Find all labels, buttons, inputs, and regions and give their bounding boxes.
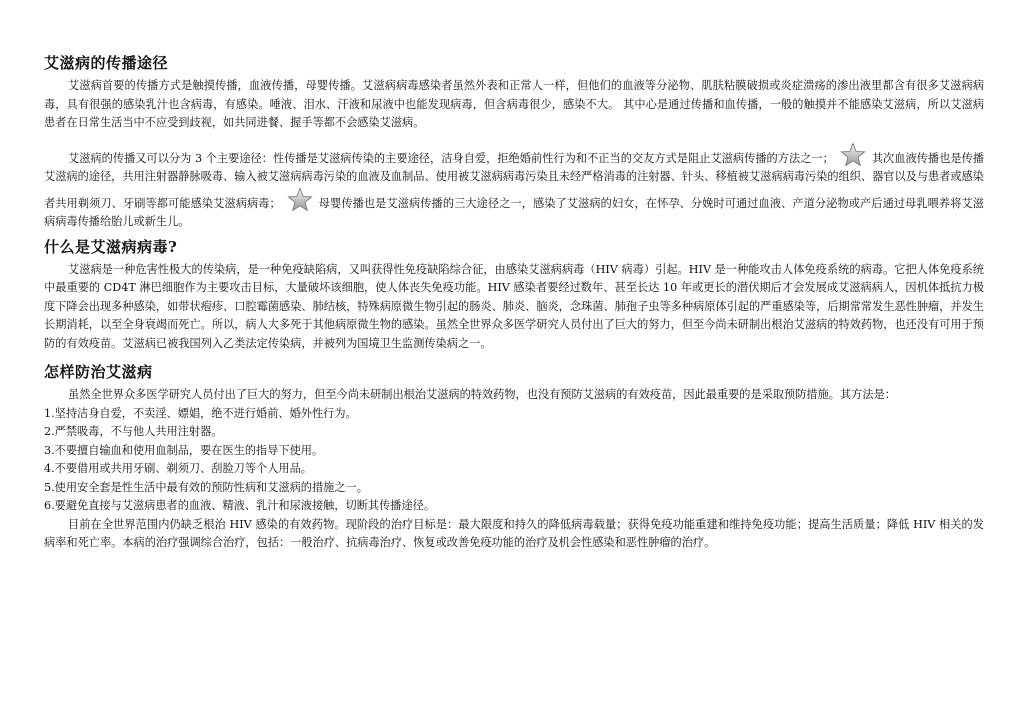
transmission-text-sexual: 艾滋病的传播又可以分为 3 个主要途径：性传播是艾滋病传染的主要途径，洁身自爱，拒绝婚前性行为和不正当的交友方式是阻止艾滋病传播的方法之一； [68,151,834,165]
star-icon [287,187,313,213]
list-item: 1.坚持洁身自爱，不卖淫、嫖娼，绝不进行婚前、婚外性行为。 [44,406,357,420]
list-item: 5.使用安全套是性生活中最有效的预防性病和艾滋病的措施之一。 [44,480,368,494]
transmission-text-blood: 其次血液传播也是传播艾滋病的途径，共用注射器静脉吸毒、输入被艾滋病病毒污染的血液及血制品、使用被艾滋病病毒污染且未经严格消毒的注射器、针头、移植被艾滋病病毒污染的组织、器官以及与患者或感染者共用剃须刀、牙刷等都可能感染艾滋病病毒； [44,151,984,210]
list-item: 4.不要借用或共用牙刷、剃须刀、刮脸刀等个人用品。 [44,462,312,475]
list-item: 3.不要擅自输血和使用血制品，要在医生的指导下使用。 [44,443,324,457]
document-page [44,52,984,553]
section-title-prevention: 怎样防治艾滋病 [44,363,153,381]
prevention-intro: 虽然全世界众多医学研究人员付出了巨大的努力，但至今尚未研制出根治艾滋病的特效药物，也没有预防艾滋病的有效疫苗，因此最重要的是采取预防措施。其方法是： [68,388,896,401]
transmission-text-mother-child: 母婴传播也是艾滋病传播的三大途径之一，感染了艾滋病的妇女，在怀孕、分娩时可通过血液、产道分泌物或产后通过母乳喂养将艾滋病病毒传播给胎儿或新生儿。 [44,196,984,228]
list-item: 6.要避免直接与艾滋病患者的血液、精液、乳汁和尿液接触，切断其传播途径。 [44,499,436,512]
star-icon [840,142,866,168]
section-title-virus: 什么是艾滋病病毒? [44,237,178,256]
section-title-transmission: 艾滋病的传播途径 [44,54,169,72]
list-item: 2.严禁吸毒，不与他人共用注射器。 [44,425,223,438]
treatment-paragraph: 目前在全世界范围内仍缺乏根治 HIV 感染的有效药物。现阶段的治疗目标是：最大限度和持久的降低病毒载量；获得免疫功能重建和维持免疫功能；提高生活质量；降低 HIV 相关的发病率和死亡率。本病的治疗强调综合治疗，包括：一般治疗、抗病毒治疗、恢复或改善免疫功能的治疗及机会性感染和恶性肿瘤的治疗。 [44,517,984,549]
virus-paragraph: 艾滋病是一种危害性极大的传染病，是一种免疫缺陷病，又叫获得性免疫缺陷综合征，由感染艾滋病病毒（HIV 病毒）引起。HIV 是一种能攻击人体免疫系统的病毒。它把人体免疫系统中最重要的 CD4T 淋巴细胞作为主要攻击目标，大量破坏该细胞，使人体丧失免疫功能。HIV 感染者要经过数年、甚至长达 10 年或更长的潜伏期后才会发展成艾滋病病人，因机体抵抗力极度下降会出现多种感染，如带状疱疹、口腔霉菌感染、肺结核，特殊病原微生物引起的肠炎、肺炎、脑炎，念珠菌、肺孢子虫等多种病原体引起的严重感染等，后期常常发生恶性肿瘤，并发生长期消耗，以至全身衰竭而死亡。所以，病人大多死于其他病原微生物的感染。虽然全世界众多医学研究人员付出了巨大的努力，但至今尚未研制出根治艾滋病的特效药物，也还没有可用于预防的有效疫苗。艾滋病已被我国列入乙类法定传染病，并被列为国境卫生监测传染病之一。 [44,262,984,350]
transmission-paragraph-2 [44,142,984,232]
prevention-list [44,405,984,516]
transmission-paragraph-1: 艾滋病首要的传播方式是触摸传播，血液传播，母婴传播。艾滋病病毒感染者虽然外表和正常人一样，但他们的血液等分泌物、肌肤粘膜破损或炎症溃疡的渗出液里都含有很多艾滋病病毒，具有很强的感染乳汁也含病毒，有感染。唾液、泪水、汗液和尿液中也能发现病毒，但含病毒很少，感染不大。 其中心是通过传播和血传播，一般的触摸并不能感染艾滋病，所以艾滋病患者在日常生活当中不应受到歧视，如共同进餐、握手等都不会感染艾滋病。 [44,79,984,129]
